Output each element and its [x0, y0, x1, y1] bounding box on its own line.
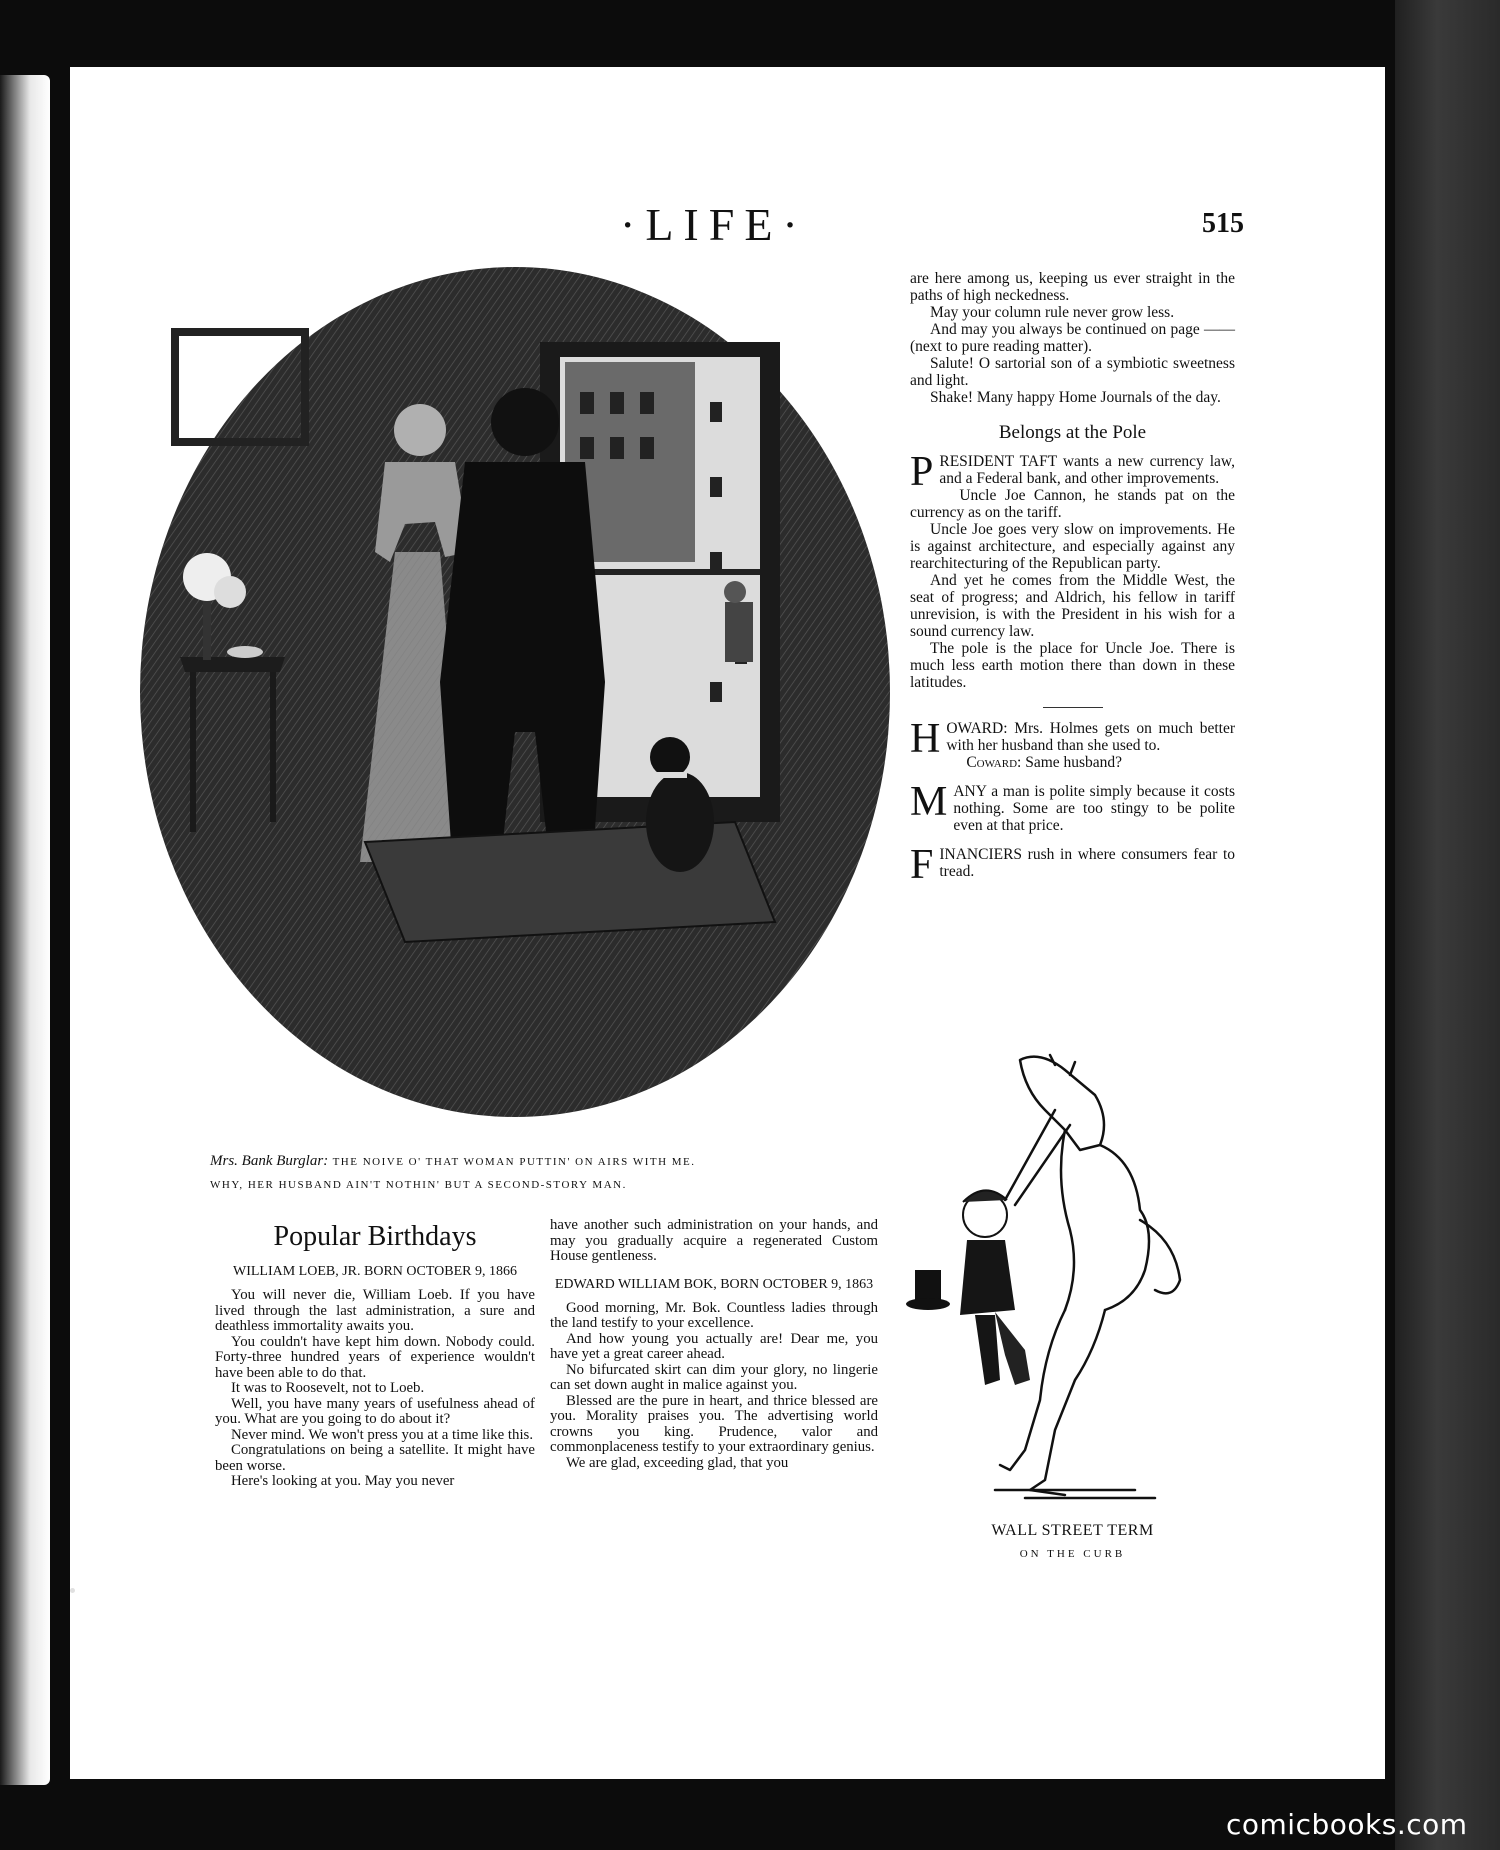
bok-paragraph: Blessed are the pure in heart, and thrice blessed are you. Morality praises you. The advertising world crowns you king. Prudence, valor and commonplaceness testify to your extraordinary genius. [550, 1392, 878, 1455]
reply-text: : Same husband? [1017, 754, 1123, 771]
site-watermark: comicbooks.com [1226, 1808, 1468, 1841]
continuation-paragraph: Shake! Many happy Home Journals of the day. [930, 389, 1221, 406]
caption-line-1: THE NOIVE O' THAT WOMAN PUTTIN' ON AIRS WITH ME. [332, 1156, 696, 1168]
entry-heading-bok: EDWARD WILLIAM BOK, BORN OCTOBER 9, 1863 [554, 1276, 874, 1292]
section-paragraph: And yet he comes from the Middle West, the seat of progress; and Aldrich, his fellow in tariff unrevision, is with the President in his wish for a sound currency law. [910, 572, 1235, 640]
burglar-wife-illustration [135, 262, 895, 1122]
continuation-paragraph: May your column rule never grow less. [930, 304, 1175, 321]
section-paragraph: Uncle Joe goes very slow on improvements. He is against architecture, and especially against any rearchitecturing of the Republican party. [910, 521, 1235, 572]
lead-caps: ANY [953, 783, 987, 800]
bok-paragraph: We are glad, exceeding glad, that you [566, 1454, 789, 1471]
cartoon-subtitle: ON THE CURB [1019, 1548, 1126, 1560]
lead-caps: INANCIERS [939, 846, 1023, 863]
lead-text: rush in where consumers fear to tread. [939, 846, 1235, 880]
caption-speaker: Mrs. Bank Burglar: [210, 1153, 329, 1169]
continuation-paragraph: Salute! O sartorial son of a symbiotic sweetness and light. [910, 355, 1235, 389]
lead-caps: OWARD [946, 720, 1004, 737]
section-paragraph: Uncle Joe Cannon, he stands pat on the currency as on the tariff. [910, 487, 1235, 521]
caption-line-2: WHY, HER HUSBAND AIN'T NOTHIN' BUT A SECOND-STORY MAN. [210, 1179, 627, 1191]
cartoon-caption [905, 1522, 1240, 1560]
loeb-paragraph: Congratulations on being a satellite. It might have been worse. [215, 1442, 535, 1474]
right-column [910, 270, 1235, 888]
birthdays-left-column [215, 1220, 535, 1490]
section-title: Belongs at the Pole [998, 422, 1147, 443]
reply-speaker: Coward [966, 754, 1018, 771]
illustration-caption [210, 1150, 870, 1196]
loeb-paragraph: Never mind. We won't press you at a time like this. [231, 1426, 534, 1443]
loeb-paragraph: You will never die, William Loeb. If you have lived through the last administration, a sure and deathless immortality awaits you. [215, 1287, 535, 1334]
loeb-continued: have another such administration on your hands, and may you gradually acquire a regenerated Custom House gentleness. [550, 1217, 878, 1264]
horse-cartoon [905, 1050, 1240, 1510]
drop-cap: P [910, 449, 934, 495]
drop-cap: F [910, 842, 934, 888]
bok-paragraph: And how young you actually are! Dear me, you have yet a great career ahead. [550, 1330, 878, 1362]
section-paragraph: The pole is the place for Uncle Joe. There is much less earth motion there than down in these latitudes. [910, 640, 1235, 691]
lead-text: wants a new currency law, and a Federal bank, and other improvements. [939, 453, 1235, 487]
lead-text: : Mrs. Holmes gets on much better with her husband than she used to. [946, 720, 1235, 754]
margin-speck [70, 1588, 75, 1593]
joke-financiers [910, 842, 1235, 888]
drop-cap: H [910, 716, 941, 762]
entry-heading-loeb: WILLIAM LOEB, JR. BORN OCTOBER 9, 1866 [232, 1264, 518, 1279]
birthdays-middle-column [550, 1218, 878, 1471]
bok-paragraph: No bifurcated skirt can dim your glory, no lingerie can set down aught in malice against you. [550, 1361, 878, 1393]
drop-cap: M [910, 779, 948, 825]
loeb-paragraph: Here's looking at you. May you never [231, 1473, 455, 1489]
joke-howard-reply [910, 754, 1235, 771]
continuation-paragraph: And may you always be continued on page —— (next to pure reading matter). [910, 321, 1235, 355]
lead-text: a man is polite simply because it costs nothing. Some are too stingy to be polite even at that price. [953, 783, 1235, 834]
divider-rule [1043, 707, 1103, 708]
loeb-paragraph: You couldn't have kept him down. Nobody could. Forty-three hundred years of experience wouldn't have been able to do that. [215, 1333, 535, 1381]
cartoon-title: WALL STREET TERM [991, 1522, 1154, 1539]
loeb-paragraph: It was to Roosevelt, not to Loeb. [231, 1380, 425, 1396]
continuation-paragraph: are here among us, keeping us ever straight in the paths of high neckedness. [910, 270, 1235, 304]
previous-page-edge [0, 75, 50, 1785]
loeb-paragraph: Well, you have many years of usefulness ahead of you. What are you going to do about it? [215, 1395, 535, 1427]
section-first-paragraph [910, 449, 1235, 495]
page-number: 515 [1202, 208, 1244, 239]
lead-caps: RESIDENT TAFT [939, 453, 1057, 470]
binding-shadow [1395, 0, 1500, 1850]
masthead: ·LIFE· [620, 199, 808, 250]
bok-paragraph: Good morning, Mr. Bok. Countless ladies through the land testify to your excellence. [550, 1299, 878, 1331]
joke-howard [910, 716, 1235, 762]
birthdays-title: Popular Birthdays [273, 1221, 477, 1252]
joke-many [910, 779, 1235, 834]
